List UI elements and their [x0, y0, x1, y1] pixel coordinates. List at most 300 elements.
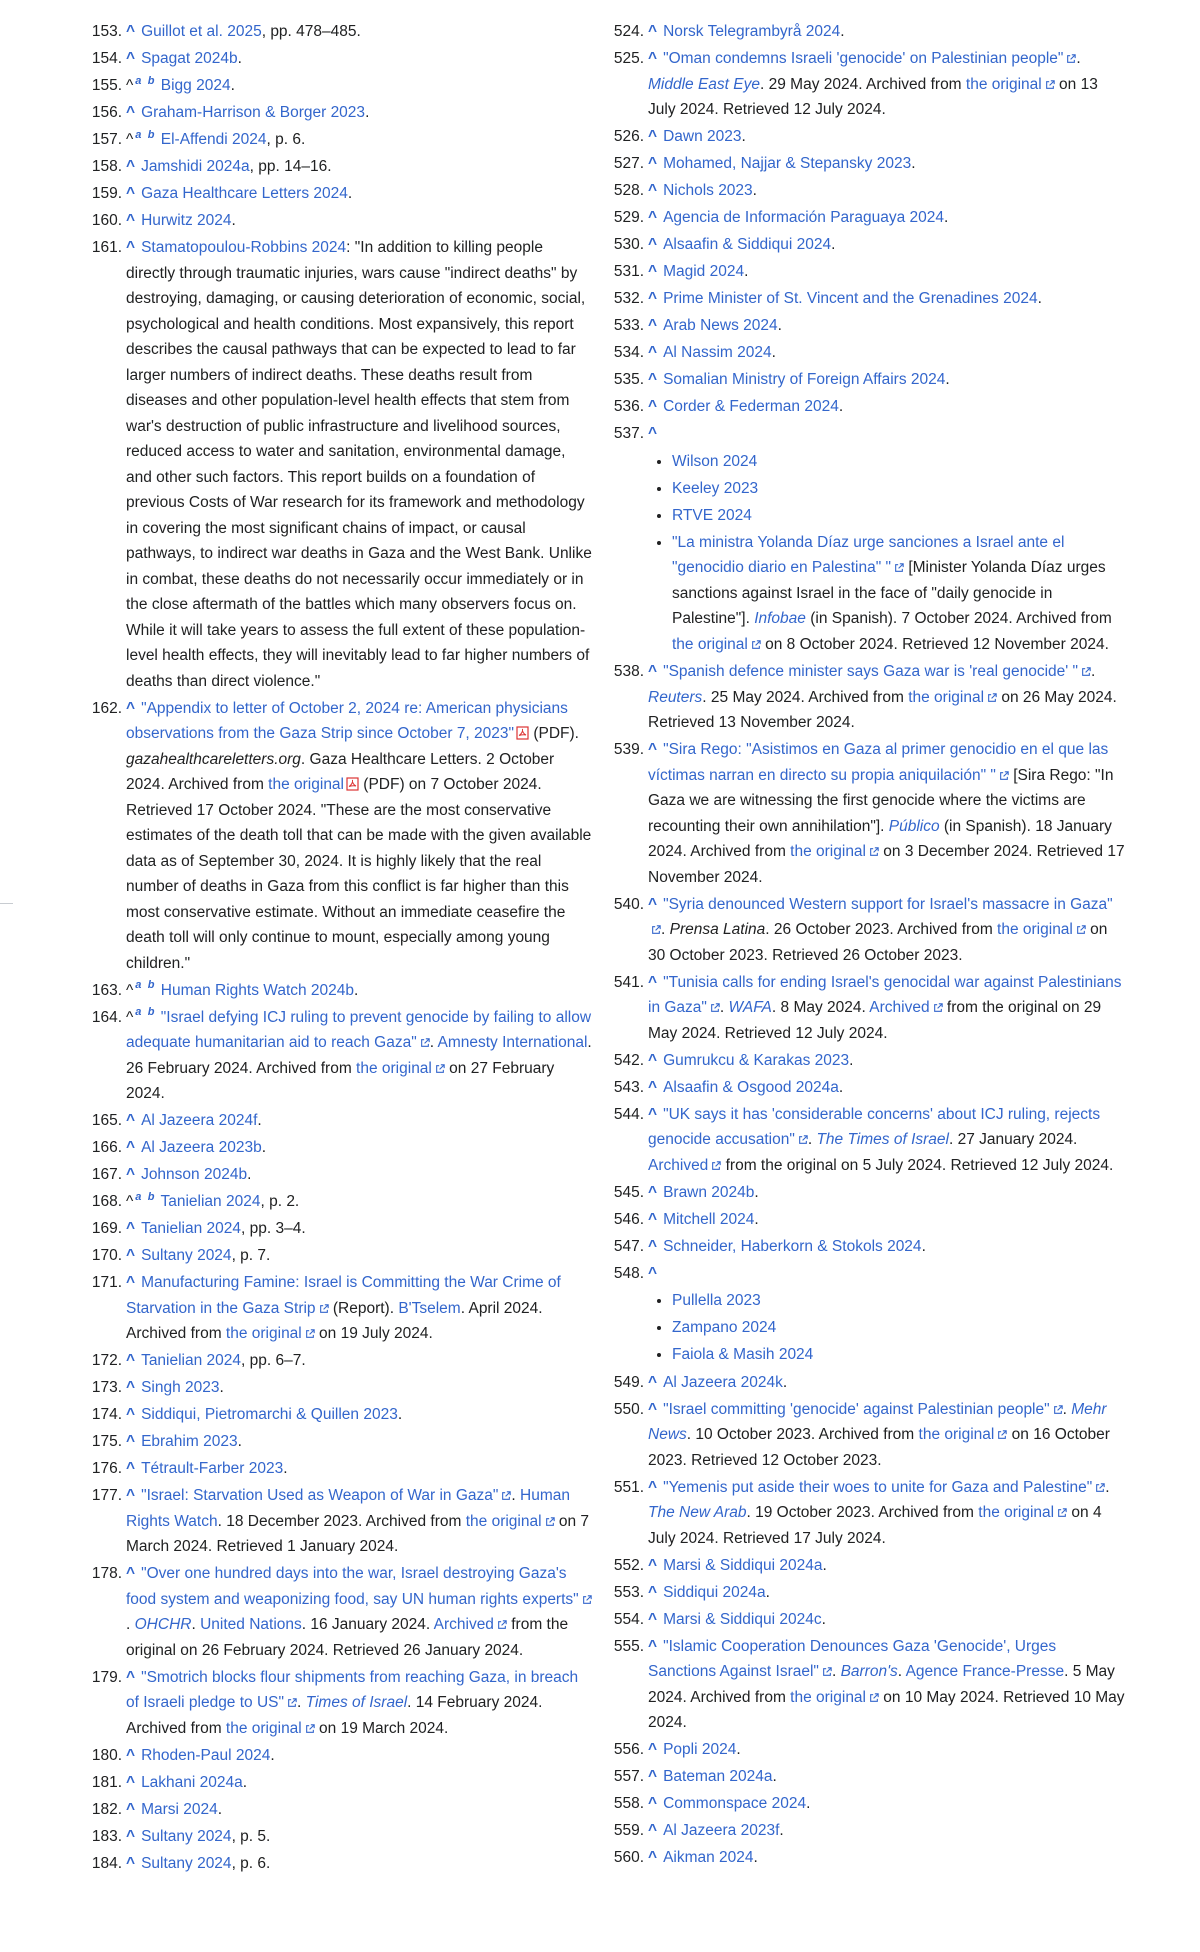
citation-text: . [744, 263, 749, 280]
reference-item [610, 1397, 1125, 1474]
backlink-caret[interactable]: ^ [126, 1220, 136, 1237]
citation-link[interactable]: Mohamed, Najjar & Stepansky 2023 [663, 155, 912, 172]
citation-link[interactable]: Schneider, Haberkorn & Stokols 2024 [663, 1237, 922, 1255]
backlink-caret[interactable]: ^ [648, 1105, 658, 1123]
citation-link[interactable]: "Islamic Cooperation Denounces Gaza 'Genocide', Urges Sanctions Against Israel" [648, 1637, 1057, 1680]
page-edge-mark [0, 903, 13, 904]
citation-link[interactable]: Infobae [754, 610, 806, 627]
citation-link[interactable]: Arab News 2024 [663, 317, 778, 334]
citation-text: . 29 May 2024. Archived from [760, 75, 966, 93]
reference-number: 171. [91, 1274, 122, 1291]
citation-link[interactable]: Somalian Ministry of Foreign Affairs 2024 [663, 371, 946, 388]
backlink-letter[interactable]: b [147, 128, 155, 141]
citation-link[interactable]: Human Rights Watch [126, 1487, 570, 1530]
backlink-caret[interactable]: ^ [126, 1247, 136, 1264]
reference-item [88, 1375, 593, 1401]
backlink-caret: ^ [126, 1008, 134, 1026]
citation-text: . [1076, 50, 1081, 67]
backlink-caret[interactable]: ^ [126, 1460, 136, 1477]
citation-link[interactable]: The New Arab [648, 1504, 747, 1521]
backlink-caret[interactable]: ^ [648, 1795, 658, 1812]
backlink-caret[interactable]: ^ [648, 1849, 658, 1866]
reference-number: 526. [613, 128, 644, 145]
citation-link[interactable]: the original [790, 843, 866, 860]
citation-link[interactable]: "Spanish defence minister says Gaza war is 'real genocide' " [663, 663, 1079, 680]
external-link-icon [582, 1595, 592, 1605]
backlink-caret[interactable]: ^ [126, 239, 136, 256]
backlink-caret[interactable]: ^ [648, 1400, 658, 1418]
reference-number: 547. [613, 1237, 644, 1255]
reference-number: 555. [613, 1637, 644, 1655]
citation-link[interactable]: "Israel: Starvation Used as Weapon of War in Gaza" [141, 1487, 499, 1504]
citation-link[interactable]: B'Tselem [398, 1299, 461, 1317]
backlink-caret[interactable]: ^ [126, 1433, 136, 1450]
backlink-caret[interactable]: ^ [648, 182, 658, 199]
reference-number: 172. [91, 1352, 122, 1369]
backlink-caret[interactable]: ^ [648, 973, 658, 991]
citation-text: . [771, 344, 776, 361]
backlink-caret[interactable]: ^ [648, 1610, 658, 1628]
reference-number: 548. [613, 1264, 644, 1282]
backlink-caret[interactable]: ^ [648, 895, 658, 913]
citation-link[interactable]: Archived [433, 1616, 494, 1633]
citation-text: [Minister Yolanda Díaz urges sanctions against Israel in the face of "daily genocide in Palestine"]. [672, 559, 1106, 627]
reference-number: 560. [613, 1849, 644, 1866]
backlink-caret[interactable]: ^ [648, 1556, 658, 1574]
citation-link[interactable]: Ebrahim 2023 [141, 1433, 238, 1450]
citation-text: : "In addition to killing people directly through traumatic injuries, wars cause "indirect deaths" by destroying, damaging, or causing deterioration of economic, social, psychological and health conditions. Most expansively, this report describes the causal pathways that can be expected to lead to far larger numbers of indirect deaths. These deaths result from diseases and other population-level health effects that stem from war's destruction of public infrastructure and livelihood sources, reduced access to water and sanitation, environmental damage, and other such factors. This report builds on a foundation of previous Costs of War research for its framework and methodology in covering the most significant chains of impact, or causal pathways, to indirect war deaths in Gaza and the West Bank. Unlike in combat, these deaths do not necessarily occur immediately or in the close aftermath of the battles which many observers focus on. While it will take years to assess the full extent of these population-level health effects, they will inevitably lead to far higher numbers of deaths than direct violence." [126, 239, 592, 690]
backlink-caret[interactable]: ^ [648, 1373, 658, 1391]
backlink-letter[interactable]: a [135, 1006, 142, 1019]
citation-link[interactable]: Lakhani 2024a [141, 1773, 243, 1791]
reference-number: 183. [91, 1827, 122, 1845]
citation-link[interactable]: Johnson 2024b [141, 1166, 248, 1183]
external-link-icon [999, 771, 1009, 781]
citation-link[interactable]: Amnesty International [437, 1034, 588, 1051]
reference-number: 556. [613, 1741, 644, 1758]
citation-link[interactable]: the original [790, 1688, 866, 1706]
citation-link[interactable]: the original [225, 1325, 302, 1342]
backlink-caret[interactable]: ^ [648, 1237, 658, 1255]
backlink-caret[interactable]: ^ [126, 1800, 136, 1818]
citation-link[interactable]: Gumrukcu & Karakas 2023 [663, 1051, 850, 1069]
citation-link[interactable]: Siddiqui 2024a [663, 1583, 766, 1601]
citation-link[interactable]: Alsaafin & Osgood 2024a [663, 1078, 839, 1096]
citation-link[interactable]: the original [918, 1426, 995, 1443]
backlink-caret[interactable]: ^ [126, 1274, 136, 1291]
citation-text: . [741, 128, 746, 145]
external-link-icon [710, 1003, 720, 1013]
citation-text: from the original on 29 May 2024. Retrieved 12 July 2024. [648, 999, 1102, 1042]
citation-link[interactable]: Sultany 2024 [141, 1854, 232, 1872]
citation-link[interactable]: Zampano 2024 [672, 1319, 777, 1336]
citation-link[interactable]: Manufacturing Famine: Israel is Committing the War Crime of Starvation in the Gaza Strip [126, 1274, 561, 1317]
citation-link[interactable]: Stamatopoulou-Robbins 2024 [141, 239, 347, 256]
citation-link[interactable]: Hurwitz 2024 [141, 212, 232, 229]
reference-item [610, 892, 1125, 969]
reference-number: 156. [91, 104, 122, 121]
backlink-caret[interactable]: ^ [126, 1139, 136, 1156]
citation-link[interactable]: RTVE 2024 [672, 506, 752, 524]
reference-number: 551. [613, 1478, 644, 1496]
citation-link[interactable]: Bateman 2024a [663, 1768, 773, 1785]
citation-text: . [661, 921, 670, 938]
reference-number: 175. [91, 1433, 122, 1450]
external-link-icon [1081, 667, 1091, 677]
citation-link[interactable]: Popli 2024 [663, 1741, 737, 1758]
backlink-caret[interactable]: ^ [126, 699, 136, 717]
citation-link[interactable]: "UK says it has 'considerable concerns' about ICJ ruling, rejects genocide accusation" [648, 1105, 1101, 1148]
backlink-caret[interactable]: ^ [126, 1352, 136, 1369]
backlink-caret[interactable]: ^ [648, 290, 658, 307]
backlink-letter[interactable]: b [147, 74, 155, 87]
reference-item [610, 205, 1125, 231]
citation-link[interactable]: the original [908, 688, 985, 706]
citation-text: (PDF) on 7 October 2024. Retrieved 17 October 2024. "These are the most conservative estimates of the death toll that can be made with the given available data as of September 30, 2024. It is highly likely that the real number of deaths in Gaza from this conflict is far higher than this most conservative estimate. Without an immediate ceasefire the death toll will only continue to mount, especially among young children." [126, 776, 592, 972]
reference-number: 165. [91, 1112, 122, 1129]
reference-number: 557. [613, 1768, 644, 1785]
backlink-caret[interactable]: ^ [648, 23, 658, 40]
backlink-caret[interactable]: ^ [126, 1112, 136, 1129]
reference-number: 157. [91, 131, 122, 148]
citation-text: on 8 October 2024. Retrieved 12 November 2024. [760, 635, 1109, 653]
citation-link[interactable]: the original [465, 1512, 542, 1530]
citation-link[interactable]: Barron's [840, 1663, 898, 1680]
external-link-icon [1045, 80, 1055, 90]
backlink-caret[interactable]: ^ [648, 263, 658, 280]
citation-text: . [765, 1583, 770, 1601]
backlink-caret[interactable]: ^ [648, 371, 658, 388]
reference-number: 154. [91, 50, 122, 67]
citation-text: , p. 7. [231, 1247, 271, 1264]
backlink-caret[interactable]: ^ [126, 1854, 136, 1872]
citation-link[interactable]: Jamshidi 2024a [141, 158, 250, 175]
reference-item [610, 1845, 1125, 1871]
reference-item [88, 100, 593, 126]
citation-link[interactable]: Gaza Healthcare Letters 2024 [141, 185, 348, 202]
reference-item [610, 124, 1125, 150]
citation-link[interactable]: Sultany 2024 [141, 1247, 232, 1264]
citation-text: . [297, 1694, 306, 1711]
citation-text: . [838, 1078, 844, 1096]
reference-number: 155. [91, 77, 122, 94]
citation-text: from the original on 5 July 2024. Retrieved 12 July 2024. [721, 1156, 1114, 1174]
citation-link[interactable]: Tétrault-Farber 2023 [141, 1460, 284, 1477]
citation-link[interactable]: Brawn 2024b [663, 1183, 755, 1201]
citation-link[interactable]: El-Affendi 2024 [160, 131, 267, 148]
citation-link[interactable]: "La ministra Yolanda Díaz urge sanciones a Israel ante el "genocidio diario en Palestina" " [672, 533, 1065, 576]
reference-number: 534. [613, 344, 644, 361]
backlink-caret[interactable]: ^ [648, 1583, 658, 1601]
reference-number: 559. [613, 1822, 644, 1839]
backlink-letter[interactable]: a [135, 979, 142, 992]
backlink-caret[interactable]: ^ [126, 1746, 136, 1764]
citation-text: . [736, 1741, 741, 1758]
citation-link[interactable]: Nichols 2023 [663, 182, 753, 199]
reference-number: 532. [613, 290, 644, 307]
citation-link[interactable]: Spagat 2024b [141, 50, 238, 67]
citation-link[interactable]: Human Rights Watch 2024b [160, 981, 355, 999]
citation-link[interactable]: Singh 2023 [141, 1379, 220, 1396]
citation-link[interactable]: WAFA [728, 999, 772, 1016]
reference-item [610, 313, 1125, 339]
citation-link[interactable]: Agencia de Información Paraguaya 2024 [663, 209, 944, 226]
citation-text: on 10 May 2024. Retrieved 10 May 2024. [648, 1688, 1125, 1731]
citation-link[interactable]: the original [268, 776, 344, 793]
backlink-caret[interactable]: ^ [648, 155, 658, 172]
citation-link[interactable]: the original [965, 75, 1042, 93]
citation-text: . [1037, 290, 1042, 307]
reference-number: 558. [613, 1795, 644, 1812]
reference-number: 536. [613, 398, 644, 415]
backlink-caret[interactable]: ^ [648, 236, 658, 253]
citation-link[interactable]: Marsi & Siddiqui 2024c [663, 1610, 822, 1628]
backlink-caret[interactable]: ^ [648, 741, 658, 758]
reference-item [88, 1108, 593, 1134]
backlink-caret[interactable]: ^ [126, 1406, 136, 1423]
citation-link[interactable]: Tanielian 2024 [141, 1220, 242, 1237]
citation-text: . [831, 236, 836, 253]
backlink-caret[interactable]: ^ [126, 1773, 136, 1791]
citation-link[interactable]: Pullella 2023 [672, 1292, 761, 1309]
citation-link[interactable]: Al Jazeera 2023b [141, 1139, 262, 1156]
citation-link[interactable]: Keeley 2023 [672, 479, 759, 497]
backlink-caret[interactable]: ^ [126, 1166, 136, 1183]
citation-text: . [807, 1131, 817, 1148]
backlink-letter[interactable]: a [135, 1190, 142, 1203]
backlink-caret[interactable]: ^ [126, 1668, 136, 1686]
citation-text: . 27 January 2024. [948, 1131, 1078, 1148]
reference-item [610, 259, 1125, 285]
citation-text: . [126, 1616, 135, 1633]
citation-text: (in Spanish). 18 January 2024. Archived from [648, 817, 1112, 860]
citation-link[interactable]: Bigg 2024 [160, 77, 231, 94]
citation-text: . [511, 1487, 521, 1504]
citation-link[interactable]: Tanielian 2024 [160, 1193, 261, 1210]
citation-link[interactable]: United Nations [200, 1616, 302, 1633]
reference-number: 530. [613, 236, 644, 253]
citation-text: . [945, 371, 950, 388]
backlink-caret[interactable]: ^ [648, 1768, 658, 1785]
citation-link[interactable]: the original [225, 1719, 302, 1737]
backlink-caret[interactable]: ^ [648, 1637, 658, 1655]
citation-link[interactable]: Marsi & Siddiqui 2024a [663, 1556, 823, 1574]
reference-number: 180. [91, 1746, 122, 1764]
citation-link[interactable]: "Tunisia calls for ending Israel's genocidal war against Palestinians in Gaza" [648, 973, 1122, 1016]
backlink-caret[interactable]: ^ [648, 1183, 658, 1201]
citation-text: . [429, 1034, 438, 1051]
backlink-caret[interactable]: ^ [648, 1741, 658, 1758]
citation-text: [Sira Rego: "In Gaza we are witnessing the first genocide where the victims are recounting their own annihilation"]. [648, 766, 1114, 835]
citation-link[interactable]: the original [356, 1059, 432, 1077]
citation-text: . 8 May 2024. [771, 999, 870, 1016]
backlink-caret[interactable]: ^ [126, 50, 136, 67]
citation-link[interactable]: Al Jazeera 2024f [141, 1112, 258, 1129]
external-link-icon [435, 1064, 445, 1074]
backlink-caret[interactable]: ^ [126, 23, 136, 40]
citation-link[interactable]: Middle East Eye [648, 75, 760, 93]
reference-item [88, 154, 593, 180]
citation-link[interactable]: "Oman condemns Israeli 'genocide' on Palestinian people" [663, 50, 1064, 67]
citation-link[interactable]: Tanielian 2024 [141, 1352, 242, 1369]
citation-link[interactable]: OHCHR [134, 1616, 192, 1633]
citation-link[interactable]: "Over one hundred days into the war, Israel destroying Gaza's food system and weaponizing food, say UN human rights experts" [126, 1565, 579, 1608]
reference-item [610, 232, 1125, 258]
citation-text: , p. 6. [266, 131, 306, 148]
reference-item [88, 1348, 593, 1374]
reference-number: 553. [613, 1583, 644, 1601]
pdf-icon [516, 726, 529, 740]
citation-link[interactable]: Agence France-Presse [905, 1663, 1065, 1680]
backlink-caret[interactable]: ^ [126, 158, 136, 175]
external-link-icon [869, 1693, 879, 1703]
reference-number: 161. [91, 239, 122, 256]
backlink-letter[interactable]: b [147, 979, 155, 992]
citation-link[interactable]: the original [997, 921, 1073, 938]
citation-link[interactable]: "Smotrich blocks flour shipments from reaching Gaza, in breach of Israeli pledge to US" [126, 1668, 579, 1711]
reference-item [610, 367, 1125, 393]
reference-number: 166. [91, 1139, 122, 1156]
citation-link[interactable]: Faiola & Masih 2024 [672, 1346, 814, 1363]
citation-link[interactable]: Mehr News [648, 1400, 1107, 1443]
backlink-letter[interactable]: a [135, 74, 142, 87]
citation-link[interactable]: Siddiqui, Pietromarchi & Quillen 2023 [141, 1406, 398, 1423]
backlink-caret[interactable]: ^ [126, 104, 136, 121]
citation-text: . 26 February 2024. Archived from [126, 1034, 592, 1077]
backlink-caret[interactable]: ^ [648, 663, 658, 680]
sub-citation-item [672, 476, 1125, 502]
backlink-caret[interactable]: ^ [648, 1210, 658, 1228]
citation-link[interactable]: Prime Minister of St. Vincent and the Grenadines 2024 [663, 290, 1038, 307]
citation-link[interactable]: Graham-Harrison & Borger 2023 [141, 104, 366, 121]
citation-link[interactable]: the original [978, 1504, 1055, 1521]
citation-link[interactable]: Magid 2024 [663, 263, 745, 280]
citation-link[interactable]: the original [672, 635, 748, 653]
backlink-caret[interactable]: ^ [648, 1478, 658, 1496]
reference-number: 538. [613, 663, 644, 680]
reference-item [610, 1075, 1125, 1101]
backlink-caret[interactable]: ^ [126, 1565, 136, 1582]
citation-link[interactable]: Sultany 2024 [141, 1827, 232, 1845]
citation-link[interactable]: Alsaafin & Siddiqui 2024 [663, 236, 832, 253]
citation-text: (in Spanish). 7 October 2024. Archived from [805, 610, 1112, 627]
citation-text: . Gaza Healthcare Letters. 2 October 2024. Archived from [126, 750, 555, 793]
backlink-caret[interactable]: ^ [648, 128, 658, 145]
citation-text: . 5 May 2024. Archived from [648, 1663, 1115, 1706]
backlink-caret[interactable]: ^ [648, 344, 658, 361]
reference-number: 182. [91, 1800, 122, 1818]
backlink-caret[interactable]: ^ [126, 212, 136, 229]
backlink-caret[interactable]: ^ [126, 1379, 136, 1396]
backlink-caret[interactable]: ^ [648, 50, 658, 67]
external-link-icon [1066, 54, 1076, 64]
backlink-caret[interactable]: ^ [648, 317, 658, 334]
citation-text: . April 2024. Archived from [126, 1299, 543, 1342]
reference-item [88, 1189, 593, 1215]
reference-item [610, 46, 1125, 123]
citation-text: , p. 2. [260, 1193, 300, 1210]
citation-text: from the original on 26 February 2024. Retrieved 26 January 2024. [126, 1616, 569, 1659]
citation-link[interactable]: Archived [869, 999, 930, 1016]
citation-link[interactable]: Corder & Federman 2024 [663, 398, 839, 415]
backlink-caret[interactable]: ^ [126, 1487, 136, 1504]
citation-link[interactable]: "Syria denounced Western support for Israel's massacre in Gaza" [663, 895, 1113, 913]
backlink-caret[interactable]: ^ [648, 425, 658, 442]
citation-text: . [782, 1373, 788, 1391]
backlink-letter[interactable]: b [147, 1006, 155, 1019]
reference-item [610, 1370, 1125, 1396]
reference-number: 159. [91, 185, 122, 202]
backlink-caret[interactable]: ^ [648, 1051, 658, 1069]
citation-link[interactable]: Guillot et al. 2025 [141, 23, 262, 40]
reference-number: 542. [613, 1051, 644, 1069]
citation-link[interactable]: The Times of Israel [816, 1131, 949, 1148]
sub-citation-list [648, 449, 1125, 658]
citation-link[interactable]: "Yemenis put aside their woes to unite for Gaza and Palestine" [663, 1478, 1093, 1496]
citation-link[interactable]: Reuters [648, 688, 703, 706]
citation-link[interactable]: Dawn 2023 [663, 128, 742, 145]
reference-item [88, 1743, 593, 1769]
citation-link[interactable]: Mitchell 2024 [663, 1210, 755, 1228]
citation-link[interactable]: Aikman 2024 [663, 1849, 754, 1866]
citation-link[interactable]: Commonspace 2024 [663, 1795, 807, 1812]
citation-text: . 18 December 2023. Archived from [217, 1512, 466, 1530]
reference-number: 164. [91, 1008, 122, 1026]
reference-number: 158. [91, 158, 122, 175]
backlink-caret[interactable]: ^ [648, 209, 658, 226]
citation-link[interactable]: Al Nassim 2024 [663, 344, 772, 361]
backlink-caret[interactable]: ^ [648, 398, 658, 415]
citation-link[interactable]: Al Jazeera 2023f [663, 1822, 780, 1839]
citation-link[interactable]: Marsi 2024 [141, 1800, 218, 1818]
citation-text: . [242, 1773, 248, 1791]
reference-number: 179. [91, 1668, 122, 1686]
citation-link[interactable]: "Sira Rego: "Asistimos en Gaza al primer genocidio en el que las víctimas narran en directo su propia aniquilación" " [648, 741, 1109, 784]
citation-link[interactable]: Archived [648, 1156, 709, 1174]
reference-number: 541. [613, 973, 644, 991]
backlink-letter[interactable]: a [135, 128, 142, 141]
citation-text: on 27 February 2024. [126, 1059, 555, 1102]
citation-text: . [230, 77, 235, 94]
reference-number: 529. [613, 209, 644, 226]
backlink-caret[interactable]: ^ [126, 1827, 136, 1845]
backlink-caret[interactable]: ^ [126, 185, 136, 202]
citation-link[interactable]: "Israel defying ICJ ruling to prevent genocide by failing to allow adequate humanitarian aid to reach Gaza" [126, 1008, 592, 1051]
citation-link[interactable]: Wilson 2024 [672, 452, 758, 470]
backlink-caret[interactable]: ^ [648, 1264, 658, 1282]
citation-link[interactable]: Times of Israel [305, 1694, 408, 1711]
sub-citation-item [672, 503, 1125, 529]
citation-link[interactable]: Rhoden-Paul 2024 [141, 1746, 271, 1764]
citation-text: . [219, 1379, 224, 1396]
backlink-caret[interactable]: ^ [648, 1078, 658, 1096]
external-link-icon [997, 1430, 1007, 1440]
citation-link[interactable]: "Israel committing 'genocide' against Palestinian people" [663, 1400, 1050, 1418]
citation-link[interactable]: Al Jazeera 2024k [663, 1373, 783, 1391]
citation-link[interactable]: Público [888, 817, 940, 835]
citation-text: . [777, 317, 782, 334]
citation-link[interactable]: "Appendix to letter of October 2, 2024 re: American physicians observations from the Gaza Strip since October 7, 2023" [126, 699, 568, 742]
backlink-caret[interactable]: ^ [648, 1822, 658, 1839]
reference-item [88, 1402, 593, 1428]
reference-number: 535. [613, 371, 644, 388]
reference-item [610, 1475, 1125, 1552]
citation-text: . [237, 50, 242, 67]
backlink-letter[interactable]: b [147, 1190, 155, 1203]
citation-link[interactable]: Norsk Telegrambyrå 2024 [663, 23, 841, 40]
reference-item [88, 1135, 593, 1161]
reference-item [88, 1216, 593, 1242]
